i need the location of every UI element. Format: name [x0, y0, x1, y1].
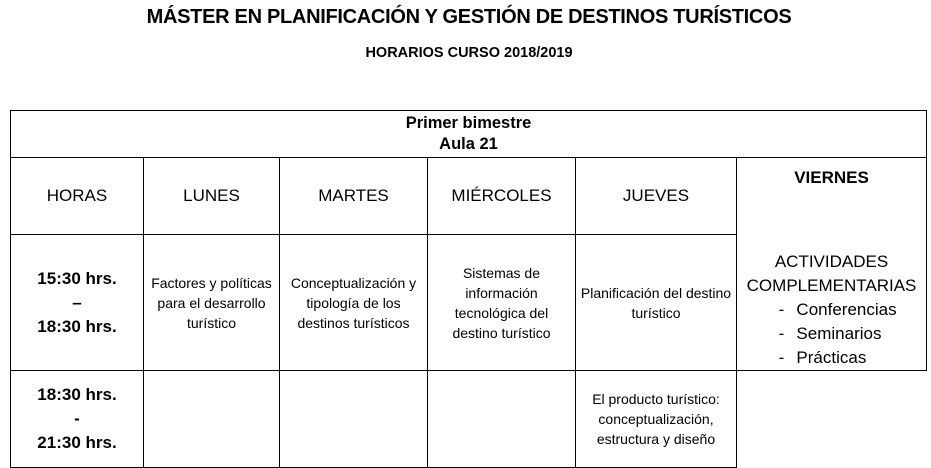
- slot-hours-1: 15:30 hrs. – 18:30 hrs.: [11, 235, 144, 371]
- slot1-lunes: Factores y políticas para el desarrollo turístico: [144, 235, 280, 371]
- activities-block: [741, 250, 922, 370]
- col-header-jueves: JUEVES: [576, 158, 737, 235]
- list-item: - Prácticas: [778, 348, 867, 367]
- page-subtitle: HORARIOS CURSO 2018/2019: [365, 45, 573, 61]
- list-item: - Conferencias: [778, 300, 897, 319]
- days-header-row: [11, 158, 927, 235]
- period-label: Primer bimestre: [405, 114, 532, 132]
- col-header-horas: HORAS: [11, 158, 144, 235]
- table-header-row: [11, 111, 927, 158]
- slot2-martes: [280, 371, 428, 468]
- slot1-martes: Conceptualización y tipología de los destinos turísticos: [280, 235, 428, 371]
- slot2-lunes: [144, 371, 280, 468]
- page-title: MÁSTER EN PLANIFICACIÓN Y GESTIÓN DE DESTINOS TURÍSTICOS: [146, 6, 792, 28]
- slot2-jueves: El producto turístico: conceptualización, estructura y diseño: [576, 371, 737, 468]
- viernes-cell: [737, 158, 927, 371]
- slot1-miercoles: Sistemas de información tecnológica del destino turístico: [428, 235, 576, 371]
- col-header-lunes: LUNES: [144, 158, 280, 235]
- slot-hours-2: 18:30 hrs. - 21:30 hrs.: [11, 371, 144, 468]
- slot2-miercoles: [428, 371, 576, 468]
- col-header-martes: MARTES: [280, 158, 428, 235]
- activities-title: ACTIVIDADES COMPLEMENTARIAS: [746, 252, 917, 295]
- col-header-viernes: VIERNES: [794, 168, 869, 187]
- schedule-table: [10, 110, 927, 468]
- col-header-miercoles: MIÉRCOLES: [428, 158, 576, 235]
- list-item: - Seminarios: [778, 324, 882, 343]
- period-cell: [11, 111, 927, 158]
- slot1-jueves: Planificación del destino turístico: [576, 235, 737, 371]
- activities-list: [766, 298, 896, 370]
- table-row: [11, 371, 927, 468]
- room-label: Aula 21: [439, 135, 498, 153]
